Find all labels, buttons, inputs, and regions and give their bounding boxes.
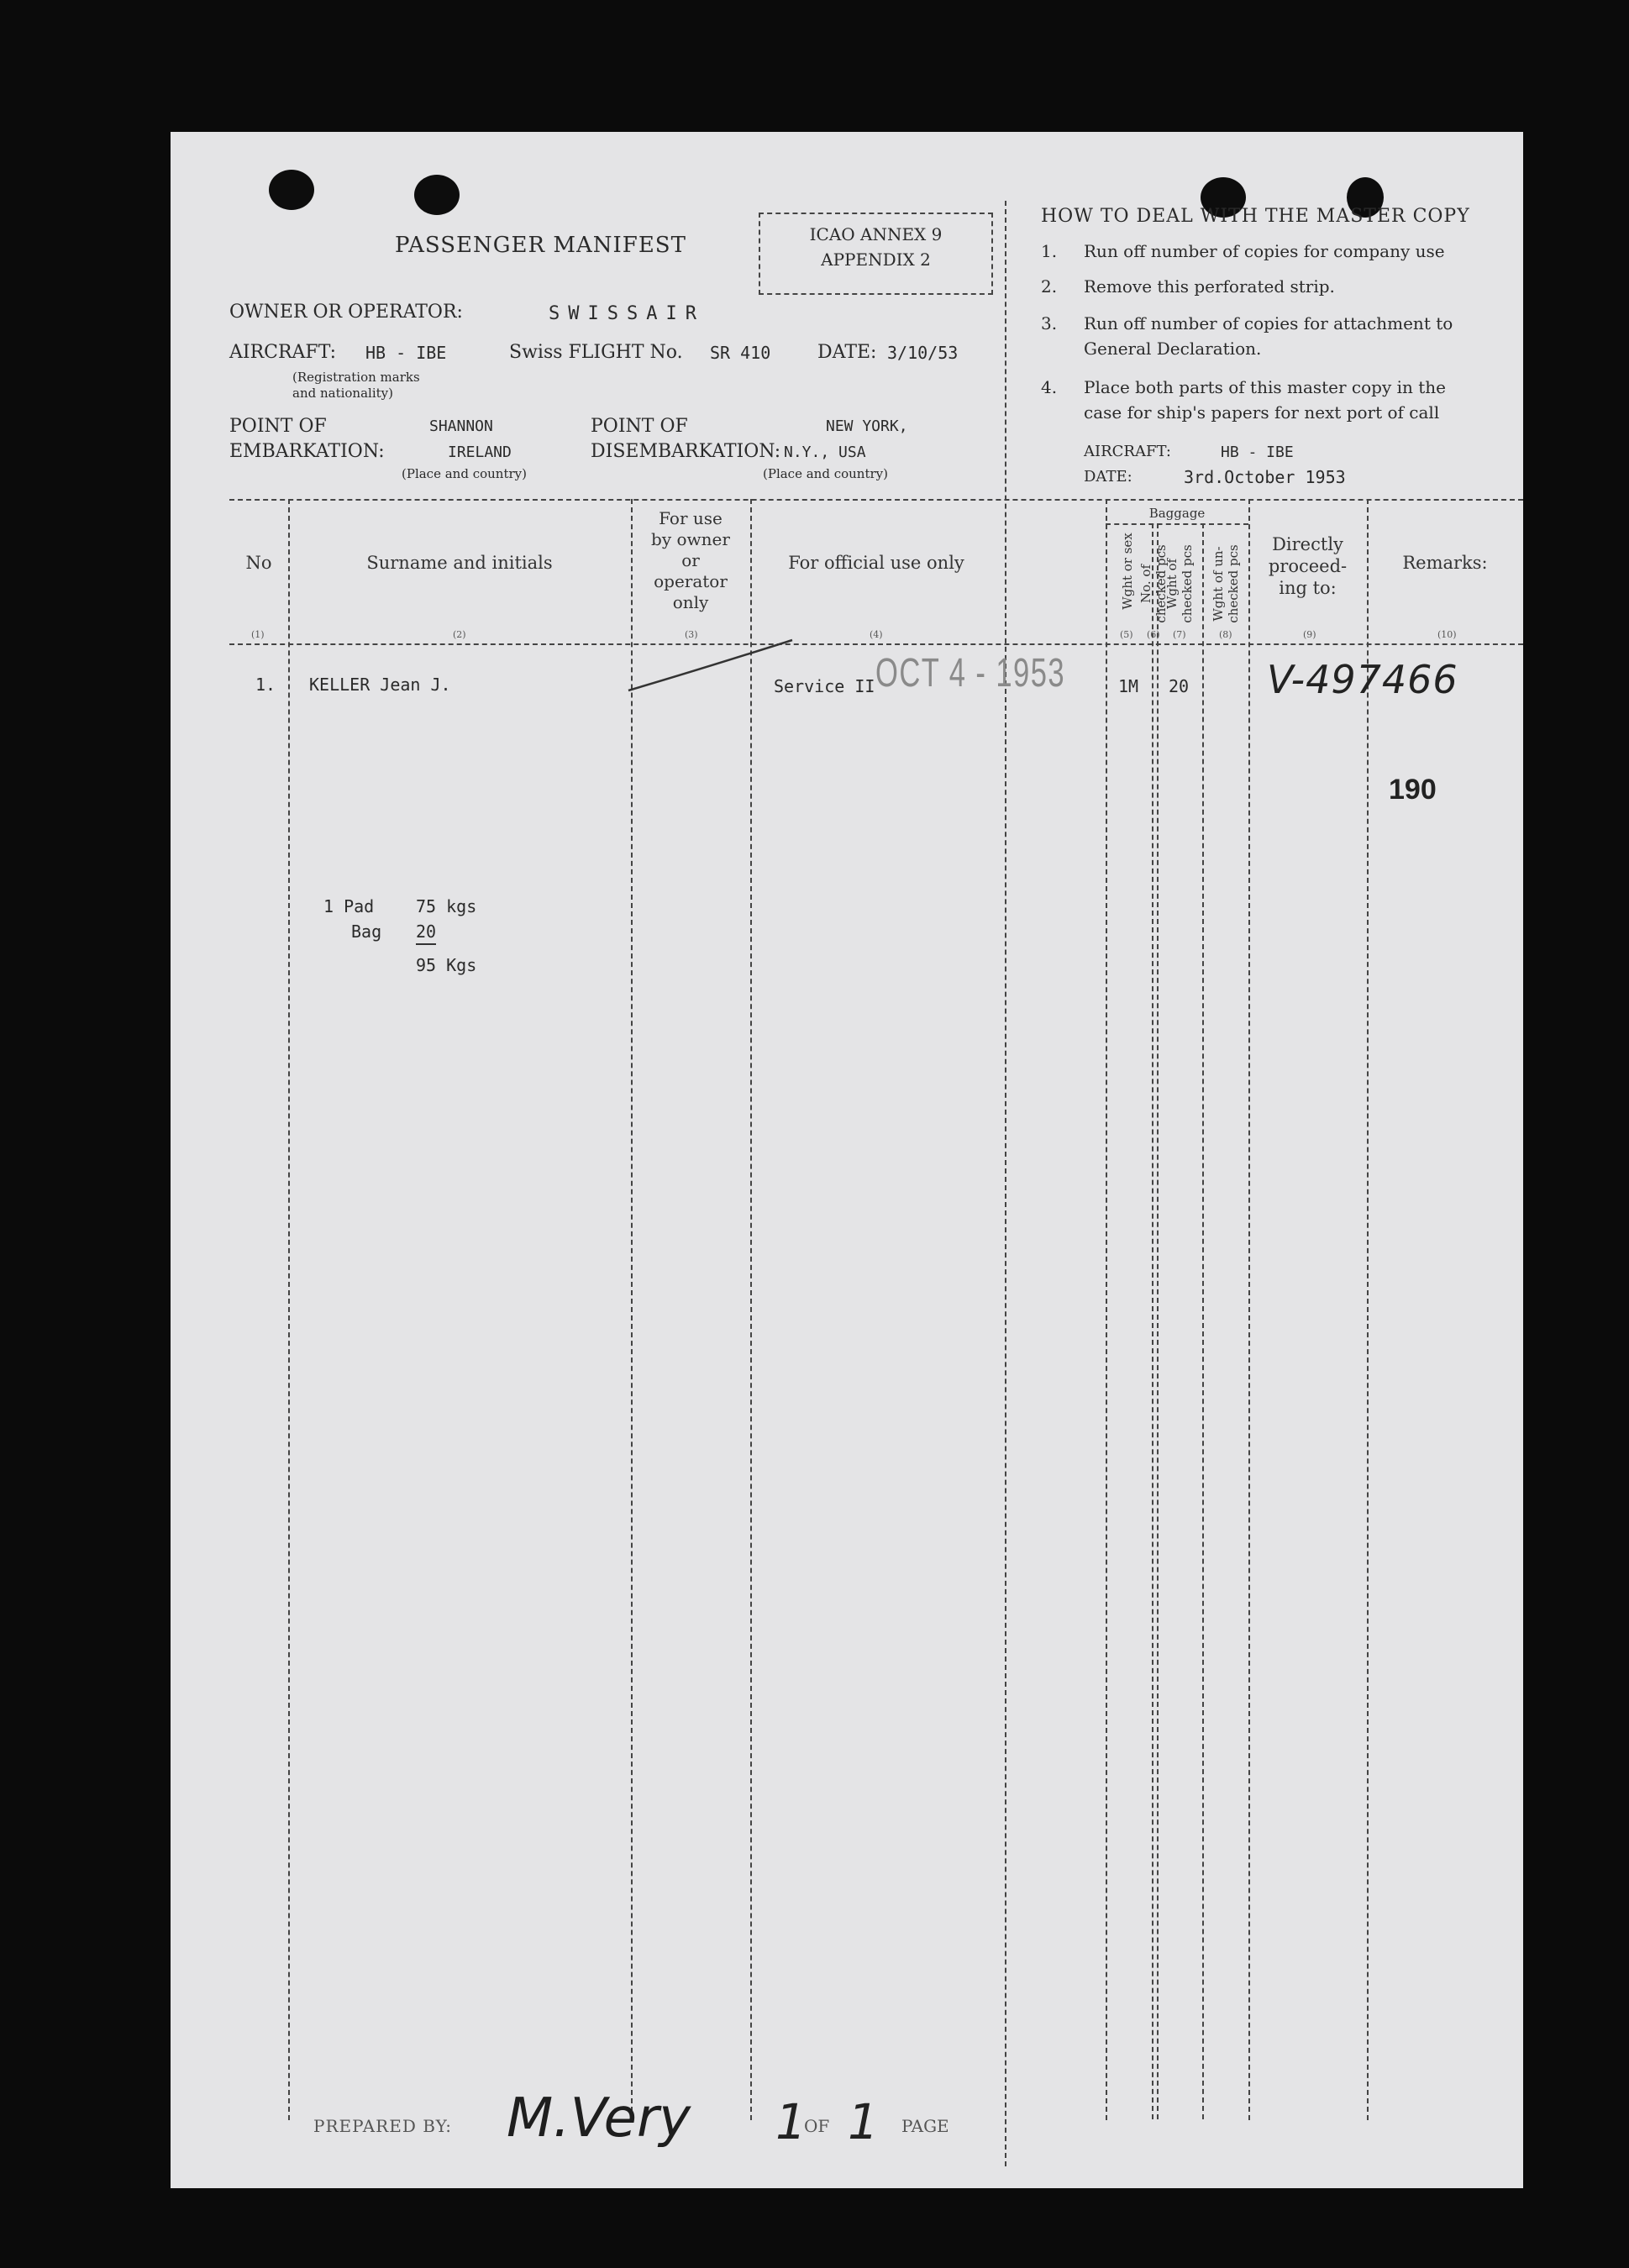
disembark-value: NEW YORK, — [826, 417, 908, 435]
header-line: by owner — [651, 529, 730, 549]
of-label: OF — [804, 2116, 830, 2136]
embark-value: IRELAND — [448, 444, 512, 461]
aircraft-value: HB - IBE — [365, 343, 447, 363]
instruction-text: General Declaration. — [1084, 339, 1262, 359]
flight-value: SR 410 — [710, 343, 771, 363]
col-line — [1106, 499, 1107, 2120]
row-no: 1. — [255, 675, 276, 695]
col-header-baggage: Baggage — [1148, 506, 1206, 521]
header-line: or — [681, 550, 700, 570]
page-total: 1 — [848, 2093, 879, 2150]
header-line: only — [672, 592, 709, 612]
annex-box — [759, 213, 993, 295]
instruction-num: 2. — [1041, 276, 1058, 297]
header-line: Directly — [1272, 534, 1343, 554]
header-line: Wght of un- — [1211, 546, 1226, 622]
instr-aircraft-label: AIRCRAFT: — [1084, 443, 1171, 460]
page-label: PAGE — [901, 2116, 949, 2136]
annex-line1: ICAO ANNEX 9 — [809, 224, 943, 244]
col-number: (4) — [870, 629, 883, 640]
col-line — [631, 499, 633, 2120]
col-header-official: For official use only — [788, 553, 964, 573]
instruction-num: 4. — [1041, 377, 1058, 397]
col-header-owner-use — [631, 508, 750, 613]
prepared-by-label: PREPARED BY: — [313, 2116, 453, 2136]
header-line: For use — [659, 508, 723, 528]
embark-note: (Place and country) — [402, 466, 527, 481]
date-label: DATE: — [817, 342, 877, 363]
aircraft-label: AIRCRAFT: — [229, 342, 336, 363]
row-checked-pcs: 1 — [1118, 676, 1129, 696]
col-line — [1248, 499, 1250, 2120]
date-stamp: OCT 4 - 1953 — [875, 651, 1066, 696]
col-header-checked-wght — [1164, 542, 1195, 626]
col-line — [750, 499, 752, 2120]
table-top-line — [229, 499, 1523, 501]
header-line: proceed- — [1268, 556, 1348, 576]
instruction-num: 3. — [1041, 313, 1058, 333]
col-line — [288, 499, 290, 2120]
instruction-text: case for ship's papers for next port of call — [1084, 402, 1440, 423]
owner-value: SWISSAIR — [549, 303, 705, 324]
disembark-label: DISEMBARKATION: — [591, 441, 781, 462]
disembark-note: (Place and country) — [763, 466, 888, 481]
embark-label: POINT OF — [229, 416, 327, 437]
col-number: (8) — [1219, 629, 1232, 640]
col-number: (3) — [685, 629, 698, 640]
remark-number: 190 — [1389, 774, 1437, 806]
row-sex: M — [1128, 676, 1139, 696]
row-official: Service II — [774, 676, 875, 696]
col-line — [1152, 523, 1153, 2119]
header-line: checked pcs — [1153, 544, 1169, 623]
page-number: 1 — [775, 2093, 807, 2150]
col-header-unchecked — [1211, 542, 1241, 626]
col-header-weight-sex: Wght or sex — [1120, 533, 1135, 610]
col-number: (1) — [251, 629, 265, 640]
col-line — [1367, 499, 1369, 2120]
instruction-text: Remove this perforated strip. — [1084, 276, 1335, 297]
table-header-line — [229, 643, 1523, 645]
instr-date-value: 3rd.October 1953 — [1184, 467, 1346, 487]
baggage-note: 20 — [416, 921, 436, 945]
baggage-note: 95 Kgs — [416, 955, 477, 975]
baggage-note: 1 Pad — [323, 896, 375, 916]
row-checked-wght: 20 — [1169, 676, 1190, 696]
perforation-line — [1005, 201, 1006, 2166]
disembark-label: POINT OF — [591, 416, 688, 437]
baggage-note: 75 kgs — [416, 896, 477, 916]
instruction-text: Run off number of copies for company use — [1084, 241, 1445, 261]
header-line: No. of — [1138, 564, 1153, 604]
instr-aircraft-value: HB - IBE — [1221, 444, 1294, 461]
form-title: PASSENGER MANIFEST — [395, 233, 686, 258]
baggage-note: Bag — [351, 921, 382, 942]
col-number: (5) — [1120, 629, 1133, 640]
header-line: checked pcs — [1180, 544, 1195, 623]
punch-hole — [269, 170, 314, 210]
col-number: (7) — [1173, 629, 1186, 640]
row-name: KELLER Jean J. — [309, 675, 451, 695]
col-number: (9) — [1303, 629, 1316, 640]
instruction-text: Run off number of copies for attachment to — [1084, 313, 1453, 333]
col-line — [1202, 523, 1204, 2119]
punch-hole — [414, 175, 460, 215]
col-number: (10) — [1437, 629, 1457, 640]
col-header-remarks: Remarks: — [1402, 553, 1488, 573]
header-line: operator — [654, 571, 728, 591]
annex-line2: APPENDIX 2 — [821, 249, 931, 270]
date-value: 3/10/53 — [887, 343, 959, 363]
embark-value: SHANNON — [429, 417, 493, 435]
header-line: Wght of — [1164, 558, 1180, 610]
col-header-directly — [1248, 533, 1367, 599]
header-line: checked pcs — [1226, 544, 1241, 623]
instruction-text: Place both parts of this master copy in the — [1084, 377, 1447, 397]
row-visa-handwritten: V-497466 — [1267, 657, 1458, 702]
col-line — [1157, 523, 1159, 2119]
embark-label: EMBARKATION: — [229, 441, 385, 462]
instr-date-label: DATE: — [1084, 468, 1132, 486]
disembark-value: N.Y., USA — [784, 444, 866, 461]
signature: M.Very — [507, 2087, 691, 2150]
owner-label: OWNER OR OPERATOR: — [229, 302, 463, 323]
reg-note: and nationality) — [292, 386, 393, 401]
manifest-sheet — [171, 132, 1523, 2188]
flight-label: Swiss FLIGHT No. — [509, 342, 683, 363]
instructions-title: HOW TO DEAL WITH THE MASTER COPY — [1041, 206, 1470, 227]
col-header-no: No — [245, 553, 272, 573]
instruction-num: 1. — [1041, 241, 1058, 261]
reg-note: (Registration marks — [292, 370, 420, 385]
col-header-surname: Surname and initials — [366, 553, 553, 573]
col-number: (6) — [1147, 629, 1160, 640]
header-line: ing to: — [1279, 578, 1337, 598]
col-number: (2) — [453, 629, 466, 640]
